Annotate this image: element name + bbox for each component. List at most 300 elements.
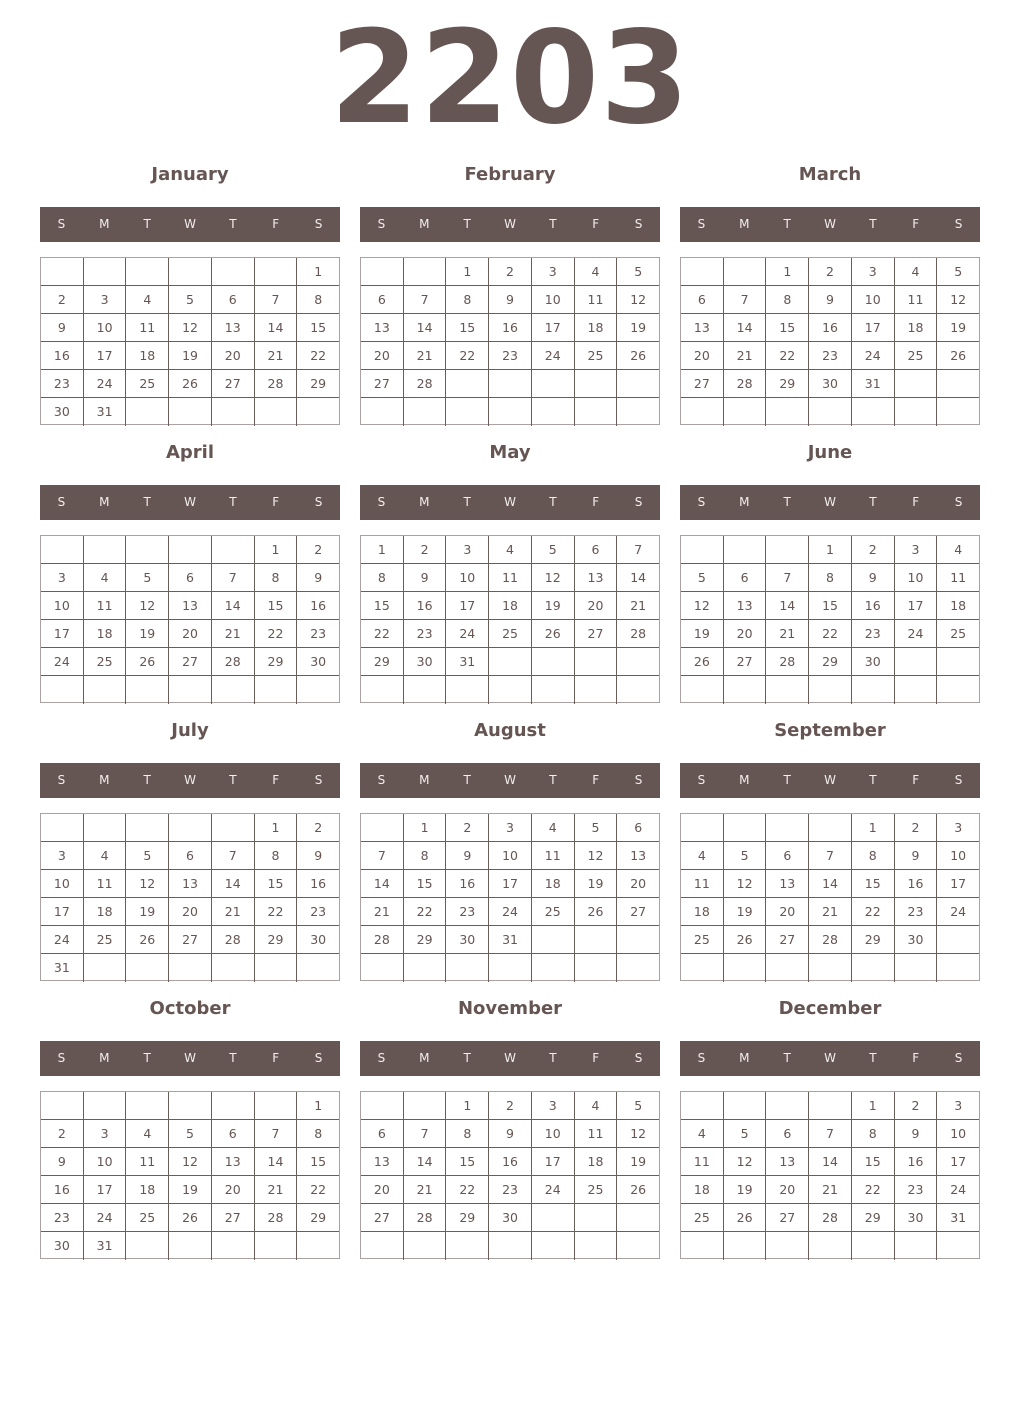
day-cell: 12	[724, 1148, 767, 1176]
day-cell: 11	[681, 870, 724, 898]
empty-day-cell	[766, 398, 809, 426]
day-cell: 5	[617, 1092, 659, 1120]
empty-day-cell	[41, 1092, 84, 1120]
day-cell: 17	[489, 870, 532, 898]
day-cell: 14	[809, 1148, 852, 1176]
day-cell: 27	[724, 648, 767, 676]
empty-day-cell	[84, 814, 127, 842]
day-cell: 4	[489, 536, 532, 564]
day-cell: 26	[169, 370, 212, 398]
empty-day-cell	[361, 676, 404, 704]
empty-day-cell	[617, 954, 659, 982]
empty-day-cell	[126, 258, 169, 286]
day-cell: 17	[41, 620, 84, 648]
day-cell: 4	[575, 258, 618, 286]
day-cell: 30	[41, 398, 84, 426]
day-cell: 3	[41, 564, 84, 592]
month-title: March	[798, 164, 862, 185]
empty-day-cell	[617, 648, 659, 676]
empty-day-cell	[255, 1092, 298, 1120]
month-title: April	[165, 442, 215, 463]
day-cell: 22	[809, 620, 852, 648]
empty-day-cell	[681, 954, 724, 982]
week-row	[681, 1176, 979, 1204]
empty-day-cell	[446, 676, 489, 704]
empty-day-cell	[212, 1232, 255, 1260]
weekday-label: T	[783, 773, 791, 787]
day-cell: 20	[169, 898, 212, 926]
day-cell: 25	[126, 370, 169, 398]
day-cell: 7	[255, 1120, 298, 1148]
weekday-label: S	[634, 1051, 643, 1065]
week-row	[361, 314, 659, 342]
day-cell: 16	[895, 1148, 938, 1176]
weekday-label: T	[869, 495, 877, 509]
day-cell: 12	[532, 564, 575, 592]
day-cell: 25	[532, 898, 575, 926]
day-cell: 9	[895, 842, 938, 870]
week-row	[681, 1148, 979, 1176]
day-cell: 7	[404, 1120, 447, 1148]
weekday-label: S	[314, 217, 323, 231]
month-title: January	[151, 164, 229, 185]
day-cell: 30	[489, 1204, 532, 1232]
day-cell: 14	[724, 314, 767, 342]
weekday-header	[680, 1041, 980, 1076]
day-cell: 28	[404, 1204, 447, 1232]
day-cell: 18	[126, 1176, 169, 1204]
weekday-label: M	[419, 495, 430, 509]
empty-day-cell	[766, 814, 809, 842]
day-cell: 20	[766, 1176, 809, 1204]
week-row	[361, 648, 659, 676]
day-cell: 12	[126, 592, 169, 620]
day-cell: 16	[404, 592, 447, 620]
empty-day-cell	[809, 814, 852, 842]
empty-day-cell	[297, 954, 339, 982]
day-cell: 30	[446, 926, 489, 954]
day-cell: 21	[724, 342, 767, 370]
empty-day-cell	[404, 676, 447, 704]
day-grid	[680, 535, 980, 703]
day-cell: 30	[41, 1232, 84, 1260]
day-cell: 12	[169, 1148, 212, 1176]
day-cell: 31	[852, 370, 895, 398]
weekday-label: F	[912, 1051, 920, 1065]
day-cell: 15	[766, 314, 809, 342]
day-cell: 19	[532, 592, 575, 620]
empty-day-cell	[126, 536, 169, 564]
day-cell: 19	[724, 898, 767, 926]
weekday-label: T	[549, 495, 557, 509]
day-cell: 19	[724, 1176, 767, 1204]
weekday-label: T	[783, 495, 791, 509]
weekday-label: F	[912, 217, 920, 231]
week-row	[361, 1092, 659, 1120]
week-row	[41, 592, 339, 620]
weekday-label: F	[912, 495, 920, 509]
empty-day-cell	[126, 1092, 169, 1120]
week-row	[41, 842, 339, 870]
day-cell: 5	[532, 536, 575, 564]
day-cell: 27	[212, 370, 255, 398]
empty-day-cell	[255, 398, 298, 426]
day-cell: 16	[489, 1148, 532, 1176]
day-cell: 6	[617, 814, 659, 842]
day-cell: 2	[489, 1092, 532, 1120]
weekday-label: F	[272, 1051, 280, 1065]
weekday-label: T	[229, 773, 237, 787]
empty-day-cell	[126, 954, 169, 982]
day-cell: 28	[255, 370, 298, 398]
day-cell: 30	[895, 1204, 938, 1232]
day-cell: 7	[724, 286, 767, 314]
empty-day-cell	[937, 676, 979, 704]
day-cell: 19	[937, 314, 979, 342]
day-cell: 8	[297, 1120, 339, 1148]
day-cell: 9	[895, 1120, 938, 1148]
empty-day-cell	[937, 648, 979, 676]
week-row	[41, 286, 339, 314]
day-cell: 28	[404, 370, 447, 398]
week-row	[361, 954, 659, 982]
day-cell: 23	[895, 898, 938, 926]
day-cell: 2	[809, 258, 852, 286]
week-row	[41, 398, 339, 426]
day-cell: 16	[489, 314, 532, 342]
day-cell: 17	[532, 314, 575, 342]
week-row	[41, 954, 339, 982]
day-grid	[40, 1091, 340, 1259]
weekday-label: S	[377, 773, 386, 787]
day-cell: 10	[937, 1120, 979, 1148]
day-cell: 3	[532, 258, 575, 286]
weekday-label: M	[419, 1051, 430, 1065]
weekday-header	[680, 485, 980, 520]
day-cell: 27	[212, 1204, 255, 1232]
day-cell: 14	[404, 1148, 447, 1176]
day-cell: 23	[852, 620, 895, 648]
empty-day-cell	[617, 370, 659, 398]
day-cell: 20	[681, 342, 724, 370]
weekday-label: T	[463, 773, 471, 787]
day-cell: 9	[852, 564, 895, 592]
empty-day-cell	[84, 1092, 127, 1120]
empty-day-cell	[255, 1232, 298, 1260]
day-cell: 12	[126, 870, 169, 898]
day-cell: 1	[809, 536, 852, 564]
week-row	[41, 314, 339, 342]
weekday-label: W	[504, 495, 516, 509]
day-cell: 6	[575, 536, 618, 564]
day-cell: 18	[895, 314, 938, 342]
week-row	[41, 676, 339, 704]
weekday-header	[360, 1041, 660, 1076]
day-grid	[360, 257, 660, 425]
weekday-label: M	[99, 495, 110, 509]
day-cell: 20	[169, 620, 212, 648]
day-cell: 17	[446, 592, 489, 620]
week-row	[41, 926, 339, 954]
day-cell: 13	[681, 314, 724, 342]
day-cell: 6	[212, 286, 255, 314]
day-cell: 14	[212, 870, 255, 898]
day-cell: 6	[361, 286, 404, 314]
empty-day-cell	[41, 536, 84, 564]
empty-day-cell	[84, 258, 127, 286]
day-cell: 2	[41, 286, 84, 314]
empty-day-cell	[255, 258, 298, 286]
empty-day-cell	[489, 676, 532, 704]
day-grid	[680, 1091, 980, 1259]
weekday-label: S	[57, 495, 66, 509]
day-cell: 12	[681, 592, 724, 620]
day-grid	[40, 257, 340, 425]
weekday-label: T	[783, 217, 791, 231]
day-cell: 16	[895, 870, 938, 898]
empty-day-cell	[84, 536, 127, 564]
day-cell: 13	[575, 564, 618, 592]
day-cell: 20	[361, 342, 404, 370]
day-cell: 26	[532, 620, 575, 648]
day-cell: 15	[852, 1148, 895, 1176]
empty-day-cell	[852, 398, 895, 426]
day-cell: 12	[617, 1120, 659, 1148]
weekday-label: T	[549, 1051, 557, 1065]
empty-day-cell	[681, 1092, 724, 1120]
day-cell: 13	[212, 1148, 255, 1176]
week-row	[41, 620, 339, 648]
day-cell: 10	[84, 314, 127, 342]
day-cell: 3	[937, 814, 979, 842]
week-row	[681, 814, 979, 842]
empty-day-cell	[681, 398, 724, 426]
day-cell: 22	[404, 898, 447, 926]
week-row	[41, 870, 339, 898]
empty-day-cell	[532, 1204, 575, 1232]
day-cell: 13	[361, 1148, 404, 1176]
day-cell: 16	[852, 592, 895, 620]
week-row	[681, 1232, 979, 1260]
weekday-label: T	[869, 773, 877, 787]
weekday-label: M	[739, 217, 750, 231]
day-cell: 28	[361, 926, 404, 954]
day-cell: 6	[766, 1120, 809, 1148]
week-row	[361, 258, 659, 286]
day-cell: 25	[895, 342, 938, 370]
weekday-label: M	[739, 773, 750, 787]
weekday-label: T	[549, 773, 557, 787]
day-cell: 10	[41, 592, 84, 620]
day-cell: 7	[212, 564, 255, 592]
empty-day-cell	[41, 814, 84, 842]
day-cell: 4	[84, 842, 127, 870]
empty-day-cell	[84, 676, 127, 704]
empty-day-cell	[169, 536, 212, 564]
day-grid	[40, 813, 340, 981]
weekday-label: T	[869, 217, 877, 231]
day-cell: 16	[41, 1176, 84, 1204]
week-row	[361, 370, 659, 398]
weekday-header	[40, 763, 340, 798]
day-cell: 26	[617, 342, 659, 370]
day-cell: 16	[809, 314, 852, 342]
day-cell: 29	[297, 1204, 339, 1232]
day-cell: 23	[489, 342, 532, 370]
day-cell: 5	[724, 1120, 767, 1148]
day-cell: 22	[766, 342, 809, 370]
week-row	[361, 342, 659, 370]
empty-day-cell	[169, 398, 212, 426]
day-cell: 11	[937, 564, 979, 592]
day-cell: 11	[126, 1148, 169, 1176]
day-cell: 13	[766, 1148, 809, 1176]
empty-day-cell	[681, 814, 724, 842]
day-cell: 1	[255, 814, 298, 842]
week-row	[681, 1120, 979, 1148]
weekday-label: F	[592, 217, 600, 231]
empty-day-cell	[404, 1232, 447, 1260]
day-cell: 24	[532, 1176, 575, 1204]
day-cell: 29	[404, 926, 447, 954]
day-cell: 10	[532, 286, 575, 314]
empty-day-cell	[532, 398, 575, 426]
day-cell: 3	[446, 536, 489, 564]
empty-day-cell	[575, 1232, 618, 1260]
week-row	[361, 1204, 659, 1232]
day-cell: 9	[446, 842, 489, 870]
week-row	[361, 620, 659, 648]
day-cell: 1	[297, 258, 339, 286]
day-cell: 6	[681, 286, 724, 314]
day-cell: 28	[212, 648, 255, 676]
empty-day-cell	[532, 648, 575, 676]
weekday-label: W	[504, 217, 516, 231]
month-title: November	[457, 998, 563, 1019]
week-row	[361, 814, 659, 842]
day-cell: 15	[404, 870, 447, 898]
day-cell: 24	[852, 342, 895, 370]
week-row	[41, 1092, 339, 1120]
weekday-label: T	[229, 495, 237, 509]
day-cell: 26	[575, 898, 618, 926]
day-cell: 24	[937, 1176, 979, 1204]
day-cell: 9	[489, 1120, 532, 1148]
day-cell: 9	[41, 1148, 84, 1176]
day-cell: 25	[575, 342, 618, 370]
week-row	[41, 536, 339, 564]
day-cell: 12	[724, 870, 767, 898]
day-cell: 20	[724, 620, 767, 648]
day-cell: 7	[361, 842, 404, 870]
day-cell: 14	[255, 314, 298, 342]
day-cell: 19	[126, 898, 169, 926]
day-cell: 7	[809, 842, 852, 870]
weekday-label: S	[314, 773, 323, 787]
day-cell: 5	[681, 564, 724, 592]
empty-day-cell	[446, 1232, 489, 1260]
day-cell: 11	[575, 1120, 618, 1148]
empty-day-cell	[766, 676, 809, 704]
day-cell: 11	[84, 592, 127, 620]
day-cell: 19	[681, 620, 724, 648]
empty-day-cell	[937, 954, 979, 982]
day-cell: 10	[489, 842, 532, 870]
weekday-label: S	[314, 1051, 323, 1065]
day-cell: 26	[126, 926, 169, 954]
empty-day-cell	[681, 258, 724, 286]
weekday-header	[680, 763, 980, 798]
day-cell: 6	[169, 842, 212, 870]
day-cell: 4	[575, 1092, 618, 1120]
day-cell: 12	[169, 314, 212, 342]
empty-day-cell	[126, 398, 169, 426]
empty-day-cell	[126, 676, 169, 704]
day-cell: 1	[255, 536, 298, 564]
day-cell: 24	[41, 648, 84, 676]
week-row	[41, 342, 339, 370]
day-cell: 27	[766, 1204, 809, 1232]
empty-day-cell	[169, 1092, 212, 1120]
day-cell: 18	[84, 898, 127, 926]
day-cell: 13	[617, 842, 659, 870]
week-row	[41, 564, 339, 592]
day-cell: 31	[446, 648, 489, 676]
day-cell: 2	[404, 536, 447, 564]
month-title: July	[171, 720, 209, 741]
day-cell: 13	[169, 592, 212, 620]
day-cell: 29	[446, 1204, 489, 1232]
day-cell: 22	[255, 898, 298, 926]
empty-day-cell	[575, 648, 618, 676]
day-cell: 21	[617, 592, 659, 620]
weekday-label: S	[954, 1051, 963, 1065]
empty-day-cell	[532, 926, 575, 954]
day-cell: 14	[255, 1148, 298, 1176]
day-cell: 29	[297, 370, 339, 398]
empty-day-cell	[724, 398, 767, 426]
empty-day-cell	[361, 1232, 404, 1260]
weekday-header	[360, 207, 660, 242]
empty-day-cell	[169, 814, 212, 842]
day-cell: 13	[212, 314, 255, 342]
day-cell: 3	[489, 814, 532, 842]
day-cell: 24	[532, 342, 575, 370]
weekday-label: S	[634, 773, 643, 787]
day-cell: 9	[404, 564, 447, 592]
day-cell: 21	[404, 342, 447, 370]
empty-day-cell	[575, 398, 618, 426]
day-cell: 30	[852, 648, 895, 676]
day-cell: 25	[575, 1176, 618, 1204]
month-title: June	[807, 442, 853, 463]
day-cell: 6	[169, 564, 212, 592]
day-cell: 1	[446, 258, 489, 286]
empty-day-cell	[489, 954, 532, 982]
empty-day-cell	[446, 398, 489, 426]
day-cell: 27	[766, 926, 809, 954]
day-cell: 19	[169, 342, 212, 370]
day-cell: 12	[575, 842, 618, 870]
weekday-header	[680, 207, 980, 242]
empty-day-cell	[809, 1232, 852, 1260]
empty-day-cell	[212, 398, 255, 426]
empty-day-cell	[255, 676, 298, 704]
day-cell: 21	[212, 620, 255, 648]
empty-day-cell	[895, 676, 938, 704]
weekday-header	[360, 763, 660, 798]
empty-day-cell	[489, 398, 532, 426]
